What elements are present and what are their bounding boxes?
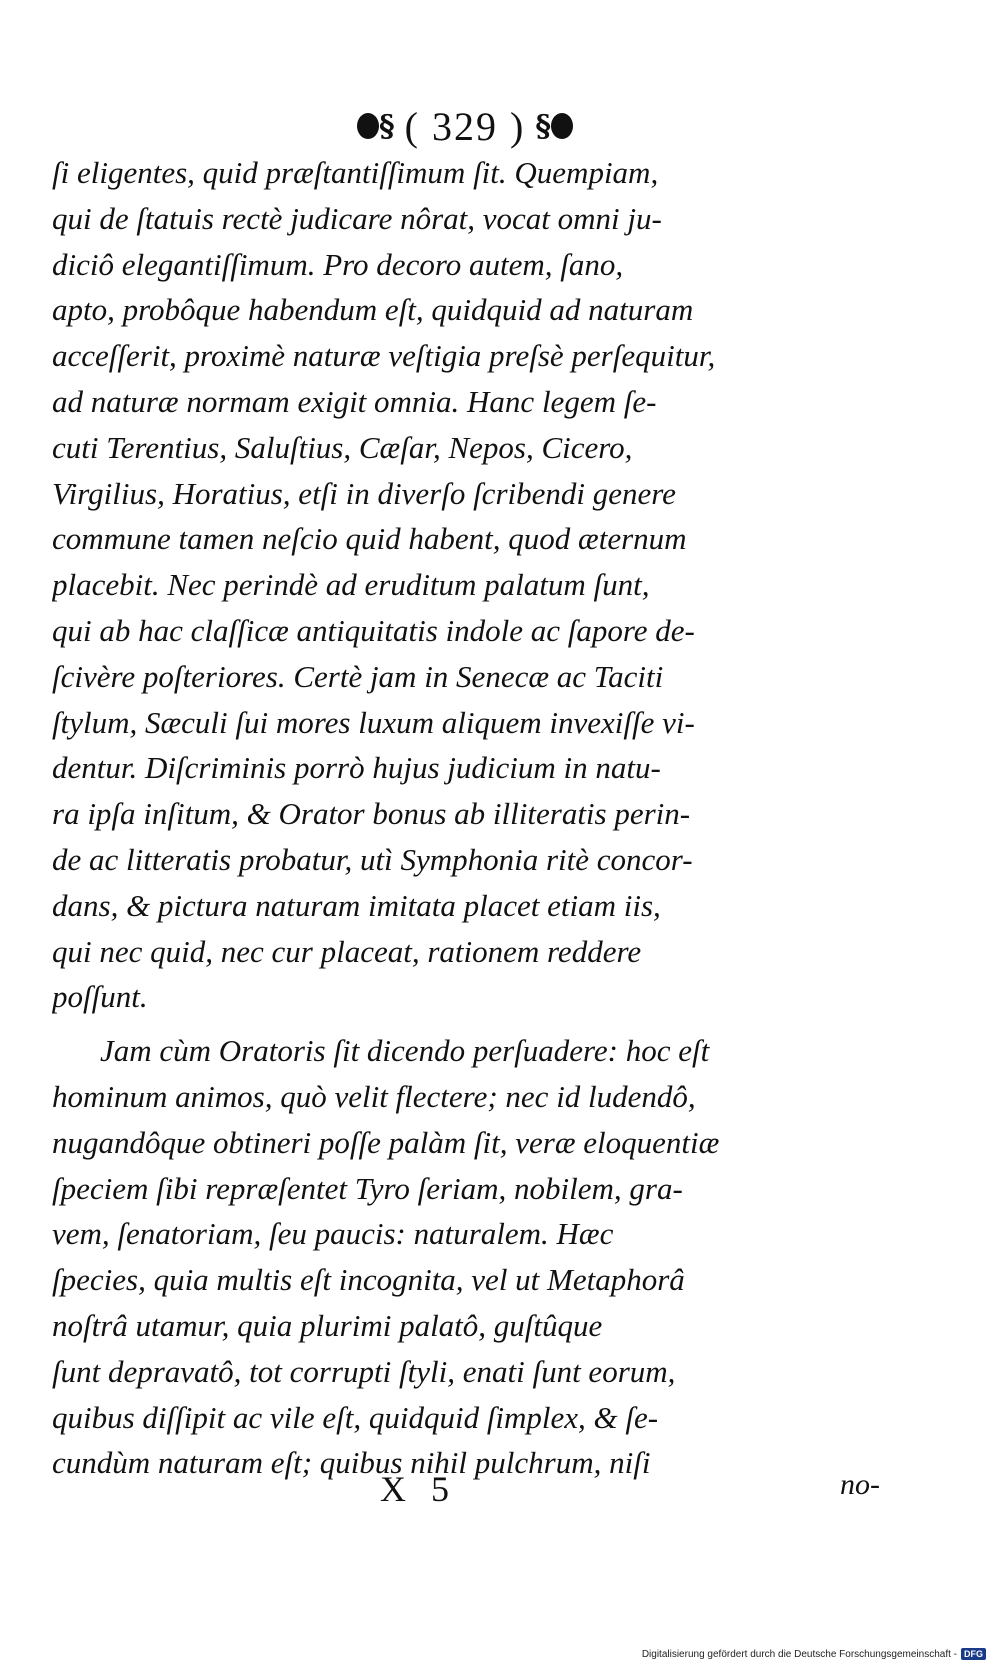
ornament-right: § (535, 109, 573, 144)
text-line: ſpeciem ſibi repræſentet Tyro ſeriam, nobilem, gra- (52, 1170, 683, 1206)
text-line: diciô elegantiſſimum. Pro decoro autem, ſano, (52, 246, 624, 282)
text-line: ad naturæ normam exigit omnia. Hanc legem ſe- (52, 383, 657, 419)
text-line: hominum animos, quò velit flectere; nec id ludendô, (52, 1078, 696, 1114)
text-line: cundùm naturam eſt; quibus nihil pulchrum, niſi (52, 1445, 651, 1481)
text-line: poſſunt. (52, 979, 148, 1015)
dfg-logo-icon: DFG (961, 1648, 986, 1660)
text-line: ſcivère poſteriores. Certè jam in Senecæ ac Taciti (52, 658, 664, 694)
footer-credit (642, 1648, 986, 1660)
text-line: Virgilius, Horatius, etſi in diverſo ſcribendi genere (52, 475, 676, 511)
text-line: quibus diſſipit ac vile eſt, quidquid ſimplex, & ſe- (52, 1399, 659, 1435)
text-line: Jam cùm Oratoris ſit dicendo perſuadere: hoc eſt (100, 1033, 710, 1069)
catchword: no- (840, 1468, 880, 1501)
ornament-left: § (357, 109, 395, 144)
text-line: cuti Terentius, Saluſtius, Cæſar, Nepos, Cicero, (52, 429, 633, 465)
paragraph-2 (52, 1028, 912, 1486)
text-line: ra ipſa inſitum, & Orator bonus ab illiteratis perin- (52, 796, 691, 832)
footer-text: Digitalisierung gefördert durch die Deutsche Forschungsgemeinschaft - (641, 1648, 957, 1660)
text-line: acceſſerit, proximè naturæ veſtigia preſsè perſequitur, (52, 338, 716, 374)
page-header (300, 96, 630, 156)
text-line: noſtrâ utamur, quia plurimi palatô, guſtûque (52, 1307, 603, 1343)
body-text (52, 150, 912, 1486)
text-line: qui nec quid, nec cur placeat, rationem reddere (52, 933, 642, 969)
text-line: ſtylum, Sæculi ſui mores luxum aliquem invexiſſe vi- (52, 704, 695, 740)
text-line: dans, & pictura naturam imitata placet etiam iis, (52, 887, 661, 923)
text-line: dentur. Diſcriminis porrò hujus judicium in natu- (52, 750, 661, 786)
text-line: commune tamen neſcio quid habent, quod æternum (52, 521, 687, 557)
text-line: qui de ſtatuis rectè judicare nôrat, vocat omni ju- (52, 200, 662, 236)
text-line: qui ab hac claſſicæ antiquitatis indole ac ſapore de- (52, 612, 695, 648)
text-line: nugandôque obtineri poſſe palàm ſit, veræ eloquentiæ (52, 1124, 720, 1160)
text-line: de ac litteratis probatur, utì Symphonia ritè concor- (52, 841, 693, 877)
text-line: vem, ſenatoriam, ſeu paucis: naturalem. Hæc (52, 1216, 614, 1252)
page-number: ( 329 ) (404, 103, 526, 149)
text-line: ſpecies, quia multis eſt incognita, vel ut Metaphorâ (52, 1262, 685, 1298)
text-line: ſi eligentes, quid præſtantiſſimum ſit. Quempiam, (52, 155, 659, 190)
text-line: apto, probôque habendum eſt, quidquid ad naturam (52, 292, 694, 328)
signature-mark: X 5 (380, 1469, 457, 1509)
text-line: ſunt depravatô, tot corrupti ſtyli, enati ſunt eorum, (52, 1353, 676, 1389)
text-line: placebit. Nec perindè ad eruditum palatum ſunt, (52, 567, 650, 603)
ornament-blob-icon (357, 113, 379, 139)
paragraph-1 (52, 150, 912, 1020)
ornament-blob-icon (551, 113, 573, 139)
